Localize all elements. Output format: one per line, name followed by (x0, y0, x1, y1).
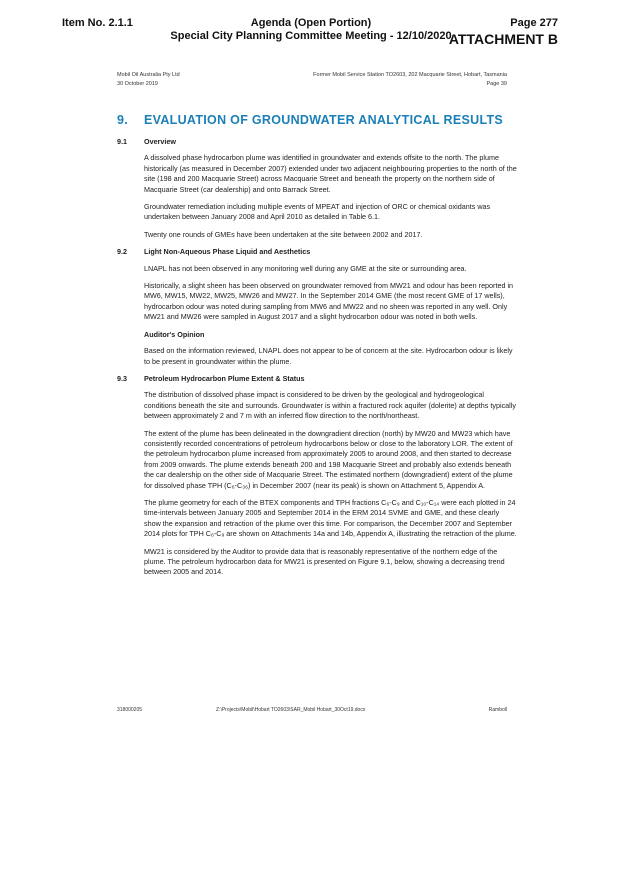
report-page: Page 39 (486, 81, 507, 87)
paragraph: Groundwater remediation including multiple events of MPEAT and injection of ORC or chemical oxidants was undertaken between January 2008 and April 2010 as detailed in Table 6.1. (144, 202, 491, 222)
footer-file-path: Z:\Projects\Mobil\Hobart TO2603\SAR_Mobil Hobart_30Oct19.docx (216, 707, 366, 713)
footer-company: Ramboll (488, 707, 507, 713)
footer-doc-number: 318000205 (117, 707, 143, 713)
report-date: 30 October 2019 (117, 81, 158, 87)
subsection-number: 9.1 (117, 137, 127, 146)
agenda-title-line2: Special City Planning Committee Meeting - 12/10/2020 (170, 30, 452, 42)
agenda-page-number: Page 277 (510, 17, 558, 29)
report-header-right (313, 71, 507, 89)
paragraph: Twenty one rounds of GMEs have been undertaken at the site between 2002 and 2017. (144, 229, 423, 239)
subsection-number: 9.2 (117, 247, 127, 257)
report-header-left (117, 71, 180, 89)
paragraph: The extent of the plume has been delineated in the downgradient direction (north) by MW20 and MW23 which have consistently recorded concentrations of petroleum hydrocarbons below or close to the laboratory LOR. The extent of the petroleum hydrocarbon plume increased from approximately 2005 to around 2008, and then started to decrease from 2009 onwards. The plume extends beneath 200 and 198 Macquarie Street and probably also extends beneath the car dealership on the other side of Macquarie Street. The estimated northern (downgradient) extent of the plume for dissolved phase TPH (C₆-C₃₆) in December 2007 (near its peak) is shown on Attachment 5, Appendix A. (144, 428, 513, 490)
section-title (117, 113, 537, 127)
company-name: Mobil Oil Australia Pty Ltd (117, 72, 180, 78)
agenda-title-line1: Agenda (Open Portion) (250, 17, 372, 29)
paragraph: A dissolved phase hydrocarbon plume was identified in groundwater and extends offsite to the north. The plume historically (as measured in December 2007) extended under two adjacent neighbouring properties to the north of the site (198 and 200 Macquarie Street) across Macquarie Street and beneath the property on the northern side of Macquarie Street (car dealership) and onto Barrack Street. (144, 153, 517, 194)
paragraph: The distribution of dissolved phase impact is considered to be driven by the geological and hydrogeological conditions beneath the site and surrounds. Groundwater is within a fractured rock aquifer (dolerite) at depths typically between approximately 2 and 7 m with an inferred flow direction to the north/northeast. (144, 390, 516, 421)
subsection-title: Light Non-Aqueous Phase Liquid and Aesthetics (144, 247, 311, 257)
section-number: 9. (117, 113, 129, 127)
paragraph: The plume geometry for each of the BTEX components and TPH fractions C₆-C₉ and C₁₀-C₁₄ were each plotted in 24 time-intervals between January 2005 and September 2014 in the ERM 2014 SVME and GME, and these clearly show the expansion and retraction of the plume over this time. For comparison, the December 2007 and September 2014 plots for TPH C₆-C₉ are shown on Attachments 14a and 14b, Appendix A, illustrating the retraction of the plume. (144, 497, 517, 539)
subsection-heading (117, 374, 517, 384)
section-title-text: EVALUATION OF GROUNDWATER ANALYTICAL RESULTS (144, 113, 504, 127)
paragraph: MW21 is considered by the Auditor to provide data that is reasonably representative of the northern edge of the plume. The petroleum hydrocarbon data for MW21 is presented on Figure 9.1, below, showing a decreasing trend between 2005 and 2014. (144, 546, 505, 577)
paragraph: Historically, a slight sheen has been observed on groundwater removed from MW21 and odour has been reported in MW6, MW15, MW22, MW25, MW26 and MW27. In the September 2014 GME (the most recent GME of 17 wells), hydrocarbon odour was noted during sampling from MW6 and MW22 and no sheen was reported in any well. Only MW21 and MW26 were sampled in August 2017 and a slight hydrocarbon odour was noted in both wells. (144, 281, 514, 322)
subsection-heading (117, 247, 517, 257)
subsection-title: Overview (144, 137, 176, 146)
auditor-opinion: Based on the information reviewed, LNAPL does not appear to be of concern at the site. Hydrocarbon odour is likely to be present in groundwater within the plume. (144, 346, 513, 366)
subsection-title: Petroleum Hydrocarbon Plume Extent & Status (144, 373, 305, 383)
subsection-number: 9.3 (117, 373, 127, 383)
document-body (117, 137, 517, 585)
paragraph: LNAPL has not been observed in any monitoring well during any GME at the site or surrounding area. (144, 263, 467, 273)
site-name: Former Mobil Service Station TO2603, 202 Macquarie Street, Hobart, Tasmania (313, 72, 507, 78)
agenda-item-number: Item No. 2.1.1 (62, 17, 133, 29)
subsection-heading (117, 137, 517, 147)
attachment-label: ATTACHMENT B (448, 31, 558, 47)
auditor-opinion-heading: Auditor's Opinion (144, 329, 205, 339)
